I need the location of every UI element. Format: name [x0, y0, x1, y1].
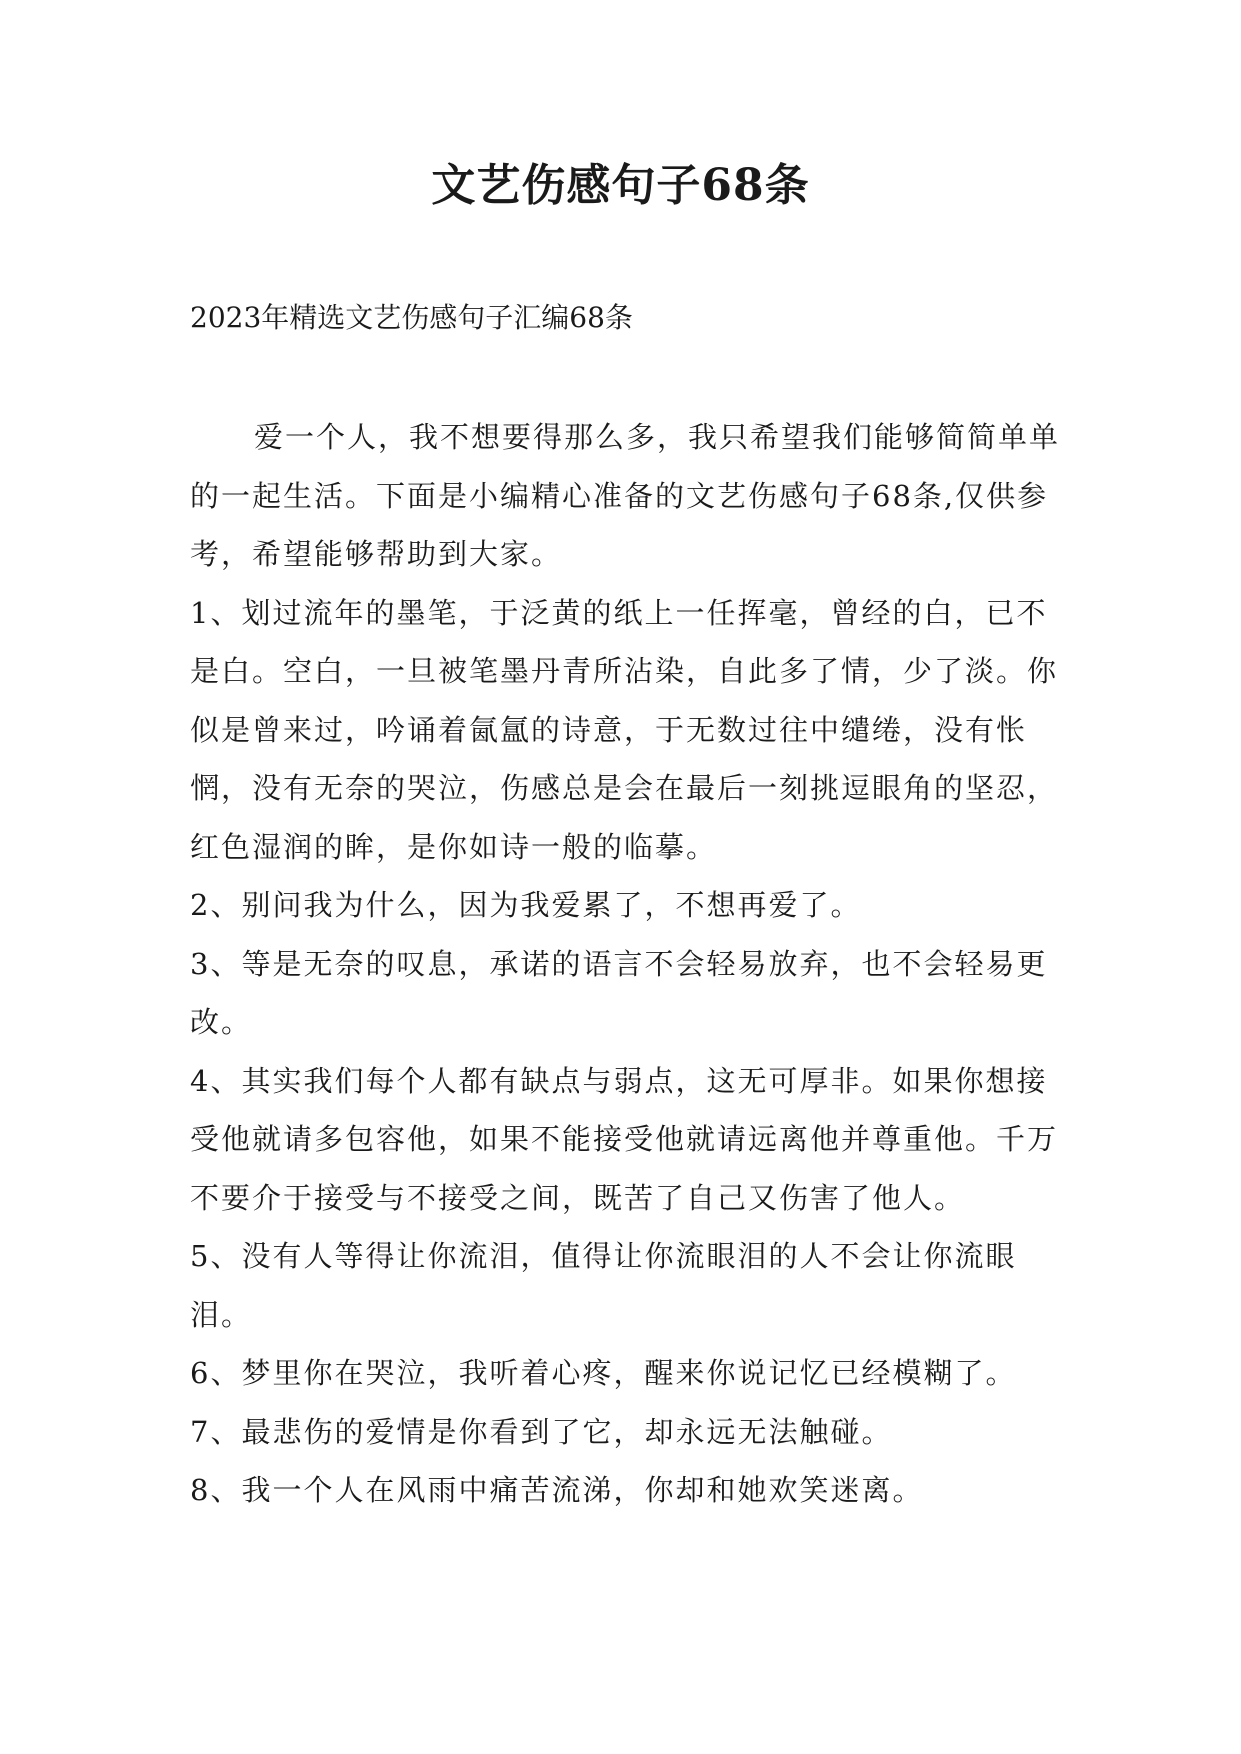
list-item: 2、别问我为什么，因为我爱累了，不想再爱了。: [190, 888, 862, 922]
list-item: 8、我一个人在风雨中痛苦流涕，你却和她欢笑迷离。: [190, 1473, 924, 1507]
list-item: 1、划过流年的墨笔，于泛黄的纸上一任挥毫，曾经的白，已不是白。空白，一旦被笔墨丹青所沾染，自此多了情，少了淡。你似是曾来过，吟诵着氤氲的诗意，于无数过往中缱绻，没有怅惘，没有无奈的哭泣，伤感总是会在最后一刻挑逗眼角的坚忍，红色湿润的眸，是你如诗一般的临摹。: [190, 595, 1059, 864]
list-item: 4、其实我们每个人都有缺点与弱点，这无可厚非。如果你想接受他就请多包容他，如果不能接受他就请远离他并尊重他。千万不要介于接受与不接受之间，既苦了自己又伤害了他人。: [190, 1063, 1059, 1215]
document-body: [190, 408, 1070, 1520]
document-title: 文艺伤感句子68条: [431, 160, 810, 211]
list-item: 7、最悲伤的爱情是你看到了它，却永远无法触碰。: [190, 1414, 893, 1449]
intro-paragraph: 爱一个人，我不想要得那么多，我只希望我们能够简简单单的一起生活。下面是小编精心准备的文艺伤感句子68条,仅供参考，希望能够帮助到大家。: [190, 420, 1061, 571]
list-item: 3、等是无奈的叹息，承诺的语言不会轻易放弃，也不会轻易更改。: [190, 946, 1048, 1039]
list-item: 6、梦里你在哭泣，我听着心疼，醒来你说记忆已经模糊了。: [190, 1356, 1017, 1390]
document-subtitle: 2023年精选文艺伤感句子汇编68条: [190, 301, 633, 334]
list-item: 5、没有人等得让你流泪，值得让你流眼泪的人不会让你流眼泪。: [190, 1239, 1017, 1332]
